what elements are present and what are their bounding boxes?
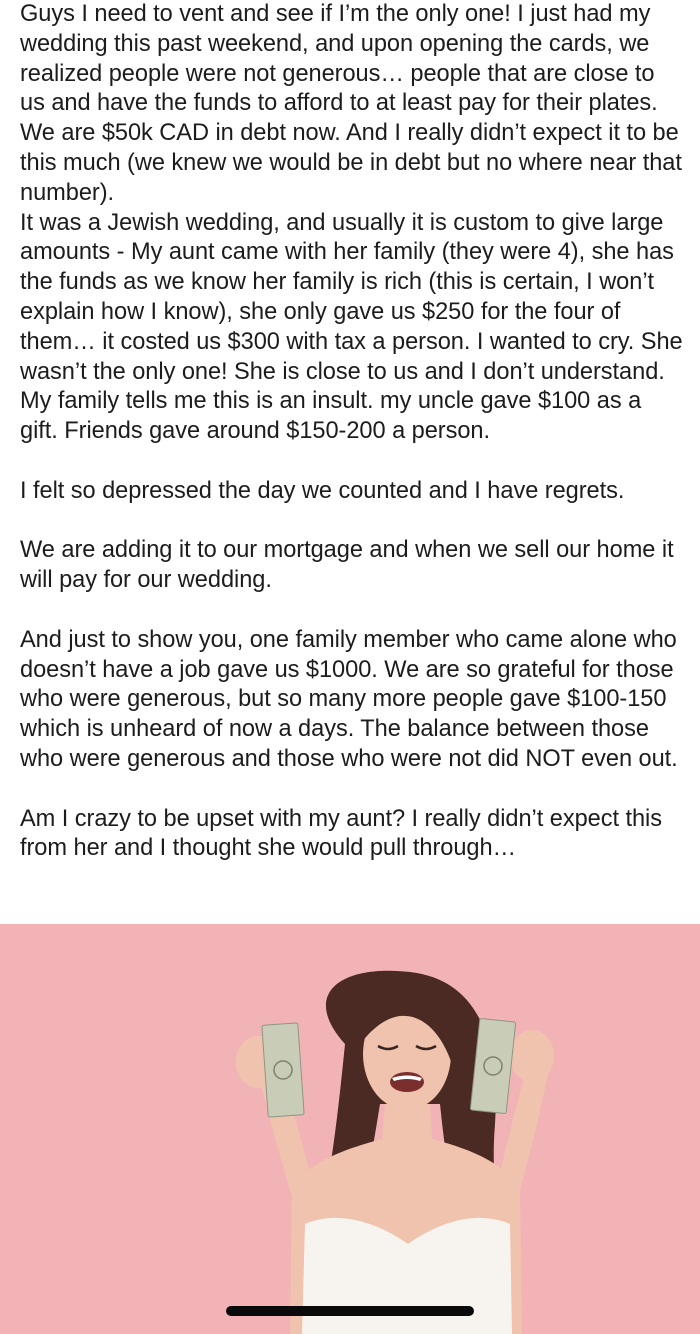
paragraph-spacer: [20, 596, 684, 626]
crying-mouth: [390, 1072, 424, 1092]
post-paragraph: Am I crazy to be upset with my aunt? I really didn’t expect this from her and I thought she would pull through…: [20, 805, 662, 862]
post-photo[interactable]: [0, 924, 700, 1334]
right-hand: [510, 1030, 554, 1082]
post-paragraph: I felt so depressed the day we counted and I have regrets.: [20, 477, 625, 504]
post-paragraph: We are adding it to our mortgage and when we sell our home it will pay for our wedding.: [20, 537, 674, 594]
post-paragraph: It was a Jewish wedding, and usually it is custom to give large amounts - My aunt came with her family (they were 4), she has the funds as we know her family is rich (this is certain, I won’t explain how I know), she only gave us $250 for the four of them… it costed us $300 with tax a person. I wanted to cry. She wasn’t the only one! She is close to us and I don’t understand. My family tells me this is an insult. my uncle gave $100 as a gift. Friends gave around $150-200 a person.: [20, 209, 683, 445]
paragraph-spacer: [20, 507, 684, 537]
post-paragraph: And just to show you, one family member who came alone who doesn’t have a job gave us $1000. We are so grateful for those who were generous, but so many more people gave $100-150 which is unheard of now a days. The balance between those who were generous and those who were not did NOT even out.: [20, 626, 678, 772]
post-paragraph: Guys I need to vent and see if I’m the only one! I just had my wedding this past weekend, and upon opening the cards, we realized people were not generous… people that are close to us and have the funds to afford to at least pay for their plates. We are $50k CAD in debt now. And I really didn’t expect it to be this much (we knew we would be in debt but no where near that number).: [20, 1, 682, 206]
dollar-bill: [262, 1023, 304, 1117]
paragraph-spacer: [20, 447, 684, 477]
paragraph-spacer: [20, 775, 684, 805]
crying-bride-illustration: [0, 924, 700, 1334]
post-body: [20, 0, 684, 864]
home-indicator[interactable]: [226, 1306, 474, 1316]
